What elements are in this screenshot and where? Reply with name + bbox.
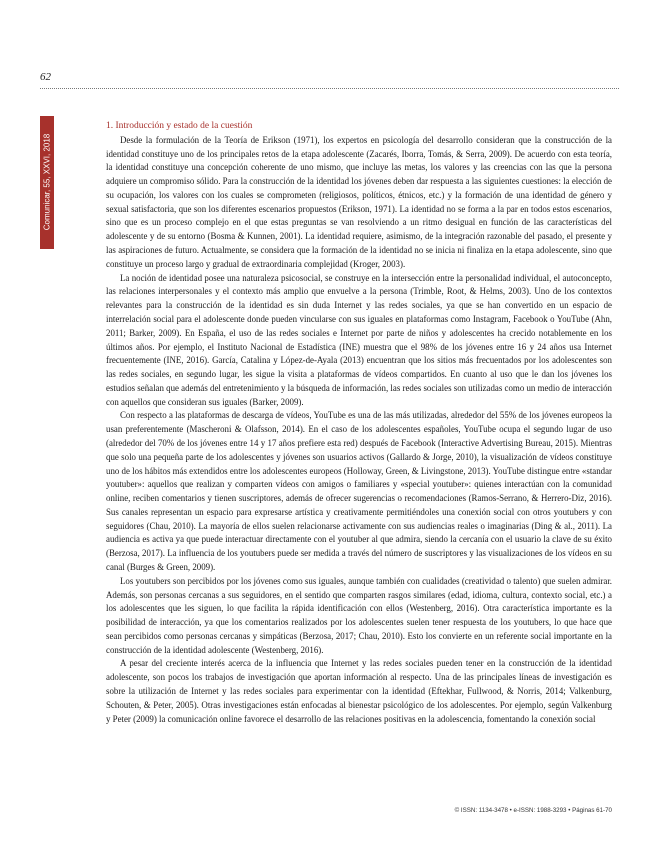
section-heading: 1. Introducción y estado de la cuestión [106, 121, 253, 131]
header-divider [40, 88, 619, 89]
article-body [106, 120, 612, 726]
journal-side-tab-label: Comunicar, 55, XXVI, 2018 [42, 133, 52, 231]
journal-side-tab [40, 116, 54, 249]
paragraph: Desde la formulación de la Teoría de Erikson (1971), los expertos en psicología del desarrollo consideran que la construcción de la identidad constituye uno de los principales retos de la etapa adolescente (Zacarés, Iborra, Tomás, & Serra, 2009). De acuerdo con esta teoría, la identidad constituye una concepción coherente de uno mismo, que incluye las metas, los valores y las creencias con las que la persona adquiere un compromiso sólido. Para la construcción de la identidad los jóvenes deben dar respuesta a las siguientes cuestiones: la elección de su ocupación, los valores con los cuales se comprometen (religiosos, políticos, étnicos, etc.) y la formación de una identidad de género y sexual satisfactoria, que son los diferentes escenarios propuestos (Erikson, 1971). La identidad no se forma a la par en todos estos escenarios, sino que es un proceso complejo en el que estas preguntas se van resolviendo a un ritmo desigual en función de las características del adolescente y de su entorno (Bosma & Kunnen, 2001). La identidad requiere, asimismo, de la integración razonable del pasado, el presente y las aspiraciones de futuro. Actualmente, se considera que la formación de la identidad no se inicia ni finaliza en la etapa adolescente, sino que constituye un proceso largo y gradual de extraordinaria complejidad (Kroger, 2003). [106, 134, 612, 269]
paragraph: Con respecto a las plataformas de descarga de vídeos, YouTube es una de las más utilizadas, alrededor del 55% de los jóvenes europeos la usan preferentemente (Mascheroni & Olafsson, 2014). En el caso de los adolescentes españoles, YouTube ocupa el segundo lugar de uso (alrededor del 70% de los jóvenes entre 14 y 17 años prefiere esta red) después de Facebook (Interactive Advertising Bureau, 2015). Mientras que solo una pequeña parte de los adolescentes y jóvenes son usuarios activos (Gallardo & Jorge, 2010), la visualización de vídeos constituye uno de los hábitos más extendidos entre los adolescentes europeos (Holloway, Green, & Livingstone, 2013). YouTube distingue entre «standar youtuber»: aquellos que realizan y comparten vídeos con amigos o familiares y «special youtuber»: quienes interactúan con la comunidad online, reciben comentarios y tienen suscriptores, además de ofrecer sugerencias o recomendaciones (Ramos-Serrano, & Herrero-Diz, 2016). Sus canales representan un espacio para expresarse artística y creativamente permitiéndoles una conexión social con otros youtubers y con seguidores (Chau, 2010). La mayoría de ellos suelen relacionarse activamente con sus audiencias reales o imaginarias (Ding & al., 2011). La audiencia es activa ya que puede interactuar directamente con el youtuber al que admira, siendo la cercanía con el usuario la clave de su éxito (Berzosa, 2017). La influencia de los youtubers puede ser medida a través del número de suscriptores y las visualizaciones de los vídeos en su canal (Burges & Green, 2009). [106, 410, 612, 572]
paragraph: La noción de identidad posee una naturaleza psicosocial, se construye en la intersección entre la personalidad individual, el autoconcepto, las relaciones interpersonales y el contexto más amplio que envuelve a la persona (Trimble, Root, & Helms, 2003). Uno de los contextos relevantes para la construcción de la identidad es sin duda Internet y las redes sociales, ya que se han convertido en un espacio de interrelación social para el adolescente donde pueden vincularse con sus iguales en plataformas como Instagram, Facebook o YouTube (Ahn, 2011; Barker, 2009). En España, el uso de las redes sociales e Internet por parte de niños y adolescentes ha crecido notablemente en los últimos años. Por ejemplo, el Instituto Nacional de Estadística (INE) muestra que el 98% de los jóvenes entre 16 y 24 años usa Internet frecuentemente (INE, 2016). García, Catalina y López-de-Ayala (2013) encuentran que los sitios más frecuentados por los adolescentes son las redes sociales, en segundo lugar, les sigue la visita a plataformas de vídeos compartidos. En cuanto al uso que le dan los jóvenes los estudios señalan que además del entretenimiento y la búsqueda de información, las redes sociales son utilizadas como un medio de interacción con aquellos que consideran sus iguales (Barker, 2009). [106, 272, 612, 407]
paragraph: A pesar del creciente interés acerca de la influencia que Internet y las redes sociales pueden tener en la construcción de la identidad adolescente, son pocos los trabajos de investigación que aportan información al respecto. Una de las principales líneas de investigación es sobre la utilización de Internet y las redes sociales para experimentar con la identidad (Eftekhar, Fullwood, & Norris, 2014; Valkenburg, Schouten, & Peter, 2005). Otras investigaciones están enfocadas al bienestar psicológico de los adolescentes. Por ejemplo, según Valkenburg y Peter (2009) la comunicación online favorece el desarrollo de las relaciones positivas en la adolescencia, fomentando la conexión social [106, 658, 612, 724]
page-footer: © ISSN: 1134-3478 • e-ISSN: 1988-3293 • Páginas 61-70 [454, 807, 612, 814]
page-number: 62 [40, 71, 51, 83]
paragraph: Los youtubers son percibidos por los jóvenes como sus iguales, aunque también con cualidades (creatividad o talento) que suelen admirar. Además, son personas cercanas a sus seguidores, en el sentido que comparten rasgos similares (edad, idioma, cultura, contexto social, etc.) a los adolescentes que les siguen, lo que facilita la rápida identificación con ellos (Westenberg, 2016). Otra característica importante es la posibilidad de interacción, ya que los comentarios realizados por los adolescentes suelen tener respuesta de los youtubers, lo que hace que sean percibidos como personas cercanas y simpáticas (Berzosa, 2017; Chau, 2010). Esto los convierte en un referente social importante en la construcción de la identidad adolescente (Westenberg, 2016). [106, 575, 612, 655]
